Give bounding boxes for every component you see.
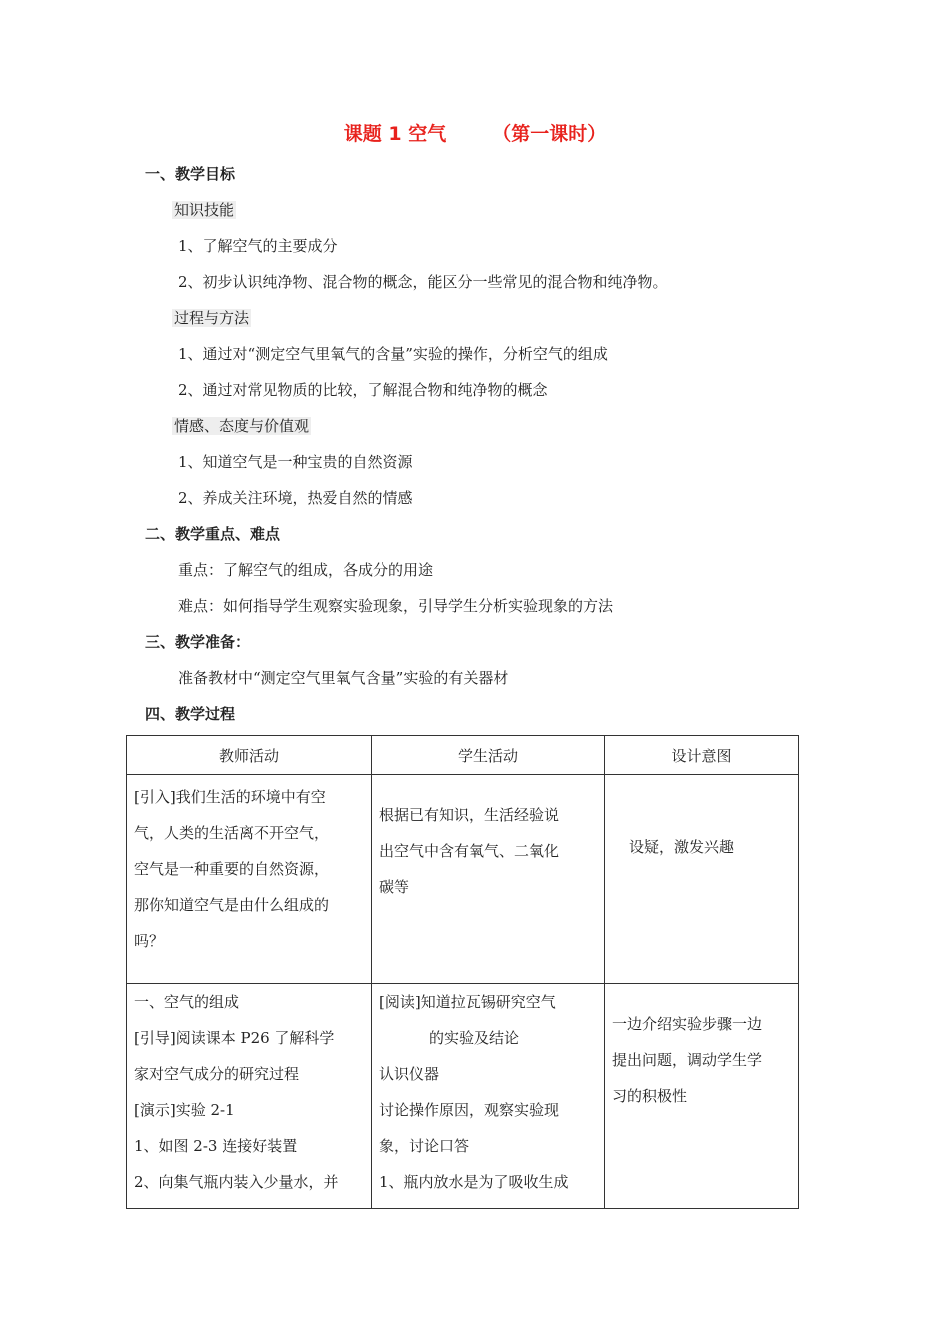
header-design-intent: 设计意图 xyxy=(605,736,799,775)
cell-line: 吗？ xyxy=(134,932,165,950)
cell-line: 讨论操作原因，观察实验现 xyxy=(379,1101,560,1119)
teacher-activity-cell xyxy=(127,984,372,1209)
cell-line: 家对空气成分的研究过程 xyxy=(134,1065,300,1083)
section-heading-process: 四、教学过程 xyxy=(145,705,236,723)
header-teacher-activity: 教师活动 xyxy=(127,736,372,775)
cell-line: 2、向集气瓶内装入少量水，并 xyxy=(134,1173,339,1191)
cell-line: 提出问题，调动学生学 xyxy=(612,1051,763,1069)
objective-item: 2、初步认识纯净物、混合物的概念，能区分一些常见的混合物和纯净物。 xyxy=(178,273,668,291)
cell-line: [演示]实验 2-1 xyxy=(134,1101,235,1119)
table-row xyxy=(127,984,799,1209)
cell-line: [引导]阅读课本 P26 了解科学 xyxy=(134,1029,335,1047)
table-row xyxy=(127,775,799,984)
cell-line: 的实验及结论 xyxy=(429,1029,520,1047)
cell-line: 习的积极性 xyxy=(612,1087,688,1105)
objective-item: 1、知道空气是一种宝贵的自然资源 xyxy=(178,453,413,471)
cell-line: 出空气中含有氧气、二氧化 xyxy=(379,842,560,860)
student-activity-cell xyxy=(372,775,605,984)
section-heading-key-points: 二、教学重点、难点 xyxy=(145,525,281,543)
subheading-knowledge: 知识技能 xyxy=(174,201,235,219)
cell-line: [阅读]知道拉瓦锡研究空气 xyxy=(379,993,556,1011)
subheading-process: 过程与方法 xyxy=(174,309,250,327)
table-header-row xyxy=(127,736,799,775)
objective-item: 2、养成关注环境，热爱自然的情感 xyxy=(178,489,413,507)
cell-line: 空气是一种重要的自然资源， xyxy=(134,860,330,878)
section-heading-objectives: 一、教学目标 xyxy=(145,165,236,183)
header-student-activity: 学生活动 xyxy=(372,736,605,775)
cell-line: 设疑，激发兴趣 xyxy=(629,838,735,856)
cell-line: 根据已有知识，生活经验说 xyxy=(379,806,560,824)
cell-line: 1、瓶内放水是为了吸收生成 xyxy=(379,1173,569,1191)
objective-item: 1、了解空气的主要成分 xyxy=(178,237,338,255)
cell-line: 象，讨论口答 xyxy=(379,1137,470,1155)
design-intent-cell xyxy=(605,775,799,984)
teacher-activity-cell xyxy=(127,775,372,984)
subheading-emotion: 情感、态度与价值观 xyxy=(174,417,310,435)
cell-line: 那你知道空气是由什么组成的 xyxy=(134,896,330,914)
design-intent-cell xyxy=(605,984,799,1209)
cell-line: 一、空气的组成 xyxy=(134,993,240,1011)
section-heading-preparation: 三、教学准备： xyxy=(145,633,251,651)
cell-line: 认识仪器 xyxy=(379,1065,440,1083)
page-title xyxy=(0,124,950,144)
objective-item: 2、通过对常见物质的比较，了解混合物和纯净物的概念 xyxy=(178,381,548,399)
cell-line: [引入]我们生活的环境中有空 xyxy=(134,788,326,806)
title-main: 课题 1 空气 xyxy=(343,123,447,145)
cell-line: 碳等 xyxy=(379,878,410,896)
preparation-text: 准备教材中“测定空气里氧气含量”实验的有关器材 xyxy=(178,669,509,687)
title-period: （第一课时） xyxy=(492,123,607,145)
difficulty-text: 难点：如何指导学生观察实验现象，引导学生分析实验现象的方法 xyxy=(178,597,614,615)
student-activity-cell xyxy=(372,984,605,1209)
cell-line: 1、如图 2-3 连接好装置 xyxy=(134,1137,298,1155)
cell-line: 气，人类的生活离不开空气， xyxy=(134,824,330,842)
teaching-process-table xyxy=(126,735,799,1209)
cell-line: 一边介绍实验步骤一边 xyxy=(612,1015,763,1033)
objective-item: 1、通过对“测定空气里氧气的含量”实验的操作，分析空气的组成 xyxy=(178,345,608,363)
key-point-text: 重点：了解空气的组成，各成分的用途 xyxy=(178,561,434,579)
